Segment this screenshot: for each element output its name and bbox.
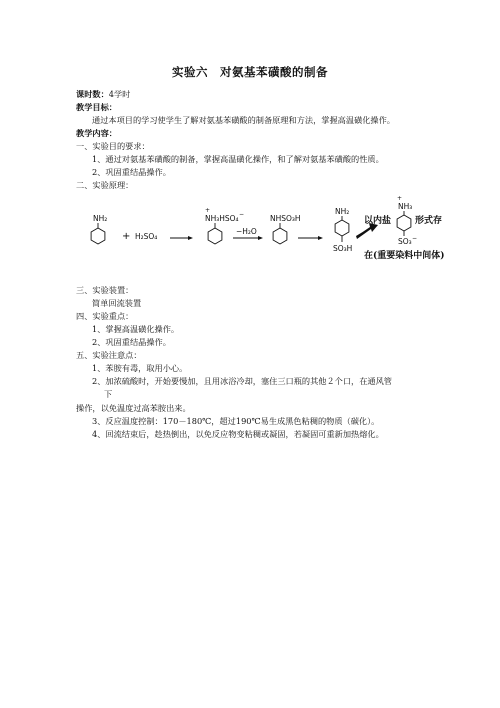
section-item: 2、加浓硫酸时，开始要慢加，且用冰浴冷却，塞住三口瓶的其他２个口，在通风管	[92, 376, 392, 386]
reaction-scheme	[80, 192, 480, 272]
inner-salt-label: 以内盐	[364, 216, 392, 226]
benzene-ring	[91, 228, 105, 244]
zwitterion-plus: +	[397, 195, 403, 202]
section-item: 1、苯胺有毒，取用小心。	[92, 363, 188, 373]
so3-label: SO₃	[398, 237, 412, 246]
section-item: 4、回流结束后，趁热倒出，以免反应物变粘稠或凝固，若凝固可重新加热熔化。	[92, 429, 384, 439]
arrow-head	[188, 236, 193, 240]
charge-plus: +	[205, 207, 211, 214]
benzene-ring	[208, 228, 222, 244]
charge-minus: −	[239, 211, 245, 218]
zwitterion-minus: −	[412, 235, 418, 242]
section-item: 2、巩固重结晶操作。	[92, 167, 171, 177]
goal-label: 教学目标：	[76, 102, 117, 112]
section-heading-3: 三、实验装置：	[76, 285, 134, 295]
section-heading-2: 二、实验原理：	[76, 180, 134, 190]
section-item: 3、反应温度控制：170－180℃，超过190℃易生成黑色粘稠的物质（碳化）。	[92, 416, 380, 426]
content-label: 教学内容：	[76, 128, 117, 138]
hours-label: 课时数：	[76, 89, 109, 99]
section-item: 1、掌握高温磺化操作。	[92, 324, 180, 334]
nh2-label-2: NH₂	[335, 207, 350, 216]
salt-label: NH₃HSO₄	[205, 214, 239, 223]
benzene-ring	[335, 220, 349, 236]
section-item: 2、巩固重结晶操作。	[92, 337, 171, 347]
section-heading-1: 一、实验目的要求：	[76, 141, 150, 151]
hours-line	[76, 89, 130, 99]
benzene-ring	[273, 228, 287, 244]
section-item-continued: 下	[104, 389, 113, 399]
dehydration-label: −H₂O	[236, 227, 257, 236]
nh2-label: NH₂	[93, 214, 108, 223]
goal-text: 通过本项目的学习使学生了解对氨基苯磺酸的制备原理和方法，掌握高温磺化操作。	[92, 115, 395, 125]
benzene-ring	[397, 215, 411, 231]
section-heading-5: 五、实验注意点：	[76, 350, 142, 360]
dye-intermediate-note: 在(重要染料中间体)	[364, 251, 445, 261]
form-exists-label: 形式存	[415, 216, 443, 226]
sulfuric-acid-label: H₂SO₄	[135, 232, 158, 241]
nh3-label: NH₃	[398, 202, 413, 211]
sulfamic-label: NHSO₃H	[270, 214, 301, 223]
hours-value: 4学时	[108, 89, 131, 99]
arrow-head	[318, 236, 323, 240]
plus-sign: +	[122, 231, 131, 242]
section-item: 简单回流装置	[92, 298, 142, 308]
section-item: 1、通过对氨基苯磺酸的制备，掌握高温磺化操作，和了解对氨基苯磺酸的性质。	[92, 154, 384, 164]
page-title: 实验六 对氨基苯磺酸的制备	[172, 65, 328, 79]
arrow-head	[258, 236, 263, 240]
so3h-label: SO₃H	[333, 244, 353, 253]
section-item-continued: 操作，以免温度过高苯胺出来。	[76, 403, 191, 413]
section-heading-4: 四、实验重点：	[76, 311, 134, 321]
